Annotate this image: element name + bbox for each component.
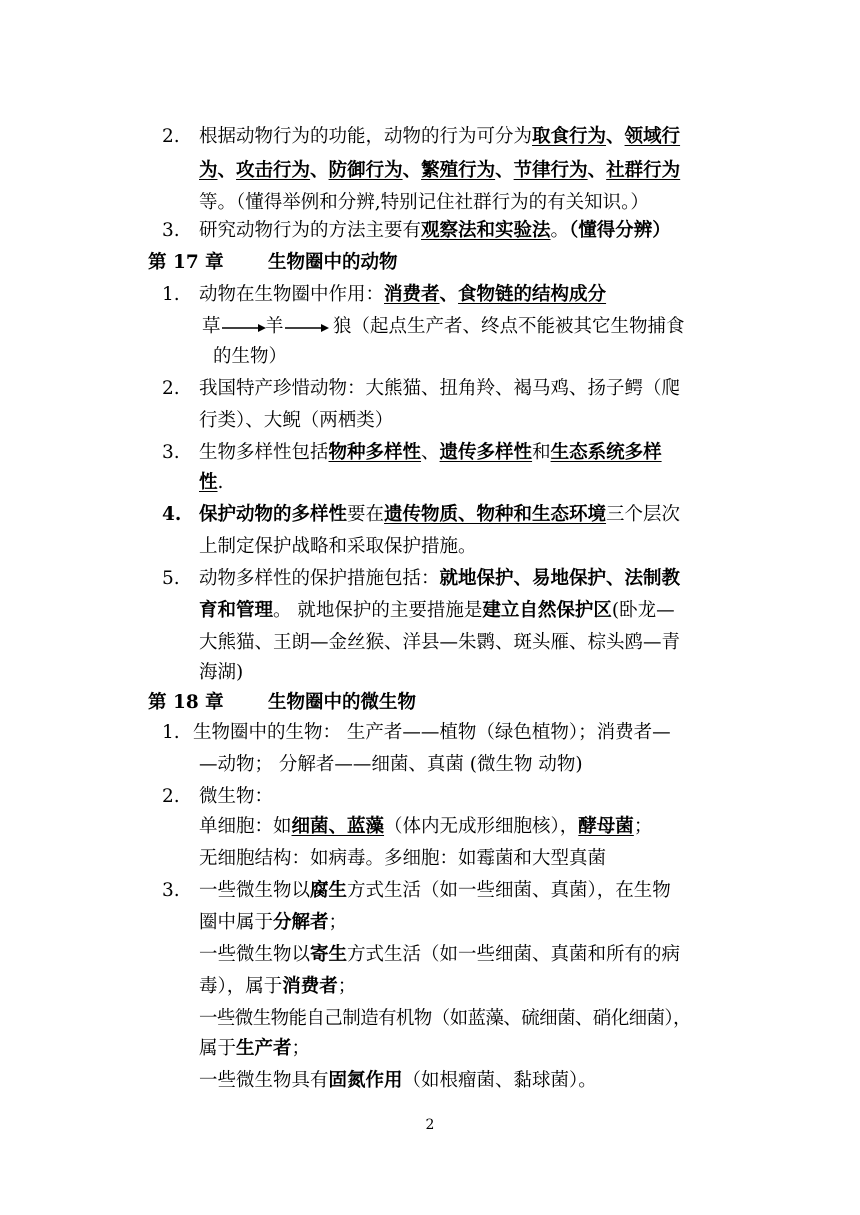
chapter-title: 生物圈中的微生物 bbox=[268, 692, 417, 713]
item-number: 2. bbox=[162, 126, 180, 147]
chapter-label: 第 17 章 bbox=[148, 252, 224, 273]
item-number: 2. bbox=[162, 378, 180, 399]
item-number: 3. bbox=[162, 220, 180, 241]
item-number: 5. bbox=[162, 568, 180, 589]
item-number: 1. bbox=[162, 722, 180, 743]
chapter-title: 生物圈中的动物 bbox=[268, 252, 398, 273]
item-text: 根据动物行为的功能，动物的行为可分为取食行为、领域行 bbox=[199, 126, 681, 147]
arrow-icon bbox=[222, 324, 266, 332]
item-number: 4. bbox=[162, 504, 182, 525]
item-number: 3. bbox=[162, 880, 180, 901]
item-number: 2. bbox=[162, 786, 180, 807]
document-page: 2. 根据动物行为的功能，动物的行为可分为取食行为、领域行 为、攻击行为、防御行为、繁殖行为、节律行为、社群行为 等。（懂得举例和分辨,特别记住社群行为的有关知识。） 3. 研究动物行为的方法主要有观察法和实验法。（懂得分辨） 第 17 章 生物圈中的动物 1. 动物在生物圈中作用：消费者、食物链的结构成分 草 羊 狼（起点生产者、终点不能被其它生物捕食 的生物） 2. 我国特产珍惜动物：大熊猫、扭角羚、褐马鸡、扬子鳄（爬 行类）、大鲵（两栖类） 3. 生物多样性包括物种多样性、遗传多样性和生态系统多样 性. 4. 保护动物的多样性要在遗传物质、物种和生态环境三个层次 上制定保护战略和采取保护措施。 5. 动物多样性的保护措施包括：就地保护、易地保护、法制教 育和管理。 就地保护的主要措施是建立自然保护区(卧龙— 大熊猫、王朗—金丝猴、洋县—朱鹮、斑头雁、棕头鸥—青 海湖) 第 18 章 生物圈中的微生物 1. 生物圈中的生物： 生产者——植物（绿色植物）；消费者— —动物； 分解者——细菌、真菌 (微生物 动物) 2. 微生物： 单细胞：如细菌、蓝藻（体内无成形细胞核），酵母菌； 无细胞结构：如病毒。多细胞：如霉菌和大型真菌 3. 一些微生物以腐生方式生活（如一些细菌、真菌），在生物 圈中属于分解者； 一些微生物以寄生方式生活（如一些细菌、真菌和所有的病 毒），属于消费者； 一些微生物能自己制造有机物（如蓝藻、硫细菌、硝化细菌）， 属于生产者； 一些微生物具有固氮作用（如根瘤菌、黏球菌）。 2 bbox=[0, 0, 860, 1215]
page-number: 2 bbox=[425, 1117, 435, 1133]
item-number: 1. bbox=[162, 284, 180, 305]
arrow-icon bbox=[285, 324, 329, 332]
item-number: 3. bbox=[162, 442, 180, 463]
chapter-label: 第 18 章 bbox=[148, 692, 224, 713]
